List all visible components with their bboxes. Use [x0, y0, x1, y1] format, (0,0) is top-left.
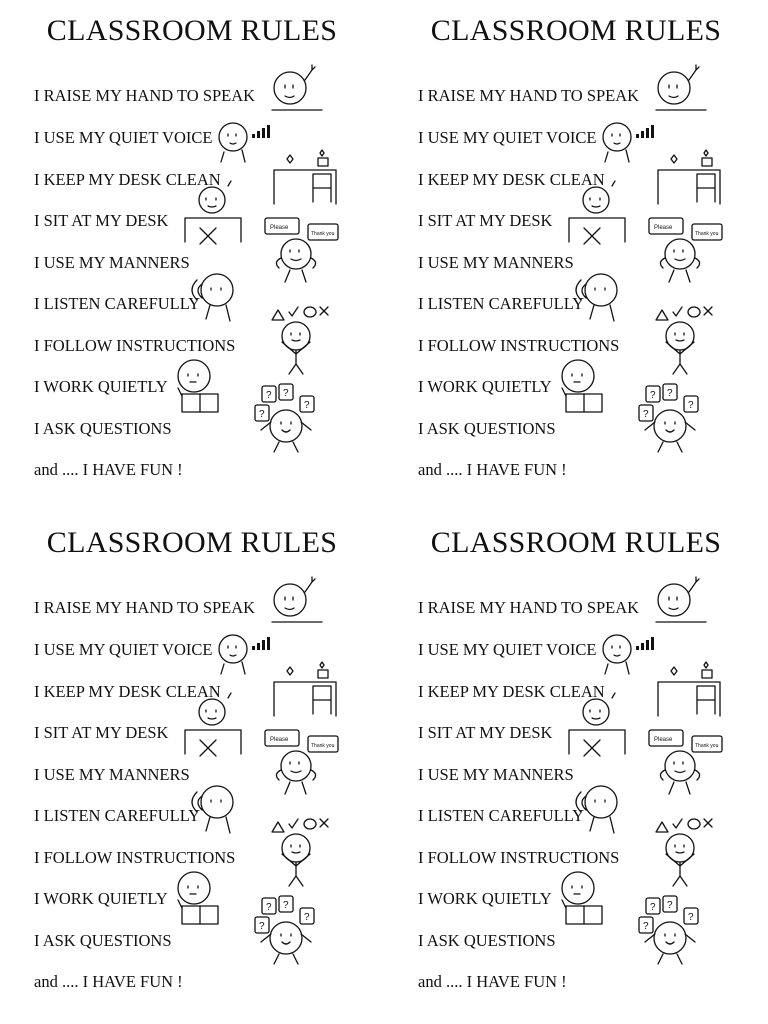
- card-title: CLASSROOM RULES: [46, 14, 338, 47]
- rule-follow: I FOLLOW INSTRUCTIONS: [34, 336, 236, 355]
- rule-have-fun: and .... I HAVE FUN !: [418, 972, 567, 991]
- svg-text:?: ?: [688, 912, 694, 923]
- svg-text:?: ?: [667, 388, 673, 399]
- rule-raise-hand: I RAISE MY HAND TO SPEAK: [418, 86, 640, 105]
- please-bubble-text: Please: [270, 737, 289, 743]
- quiet-voice-illustration: [603, 123, 654, 162]
- rule-have-fun: and .... I HAVE FUN !: [34, 460, 183, 479]
- work-quietly-illustration: [178, 872, 218, 924]
- rule-desk-clean: I KEEP MY DESK CLEAN: [418, 682, 605, 701]
- manners-illustration: [265, 730, 338, 794]
- rule-manners: I USE MY MANNERS: [34, 253, 190, 272]
- please-bubble-text: Please: [270, 225, 289, 231]
- manners-illustration: [265, 218, 338, 282]
- rule-quiet-voice: I USE MY QUIET VOICE: [34, 128, 213, 147]
- rule-listen: I LISTEN CAREFULLY: [34, 294, 201, 313]
- please-bubble-text: Please: [654, 737, 673, 743]
- ask-questions-illustration: [255, 384, 314, 452]
- thank-you-bubble-text: Thank you: [311, 743, 335, 749]
- rule-work-quietly: I WORK QUIETLY: [34, 377, 168, 396]
- svg-text:?: ?: [643, 409, 649, 420]
- rule-ask-questions: I ASK QUESTIONS: [418, 931, 556, 950]
- work-quietly-illustration: [562, 872, 602, 924]
- quiet-voice-illustration: [603, 635, 654, 674]
- rule-sit-at-desk: I SIT AT MY DESK: [34, 723, 169, 742]
- work-quietly-illustration: [562, 360, 602, 412]
- follow-instructions-illustration: [272, 819, 328, 886]
- follow-instructions-illustration: [272, 307, 328, 374]
- follow-instructions-illustration: [656, 819, 712, 886]
- rule-work-quietly: I WORK QUIETLY: [418, 889, 552, 908]
- illustrations: [384, 0, 768, 512]
- rule-quiet-voice: I USE MY QUIET VOICE: [418, 640, 597, 659]
- rule-listen: I LISTEN CAREFULLY: [418, 806, 585, 825]
- sit-at-desk-illustration: [569, 181, 625, 244]
- rule-ask-questions: I ASK QUESTIONS: [34, 419, 172, 438]
- rule-sit-at-desk: I SIT AT MY DESK: [418, 723, 553, 742]
- rule-raise-hand: I RAISE MY HAND TO SPEAK: [34, 86, 256, 105]
- please-bubble-text: Please: [654, 225, 673, 231]
- card-title: CLASSROOM RULES: [430, 14, 722, 47]
- clean-desk-illustration: [658, 662, 720, 716]
- raise-hand-illustration: [656, 577, 706, 622]
- listen-illustration: [576, 786, 617, 833]
- raise-hand-illustration: [656, 65, 706, 110]
- svg-text:?: ?: [667, 900, 673, 911]
- thank-you-bubble-text: Thank you: [311, 231, 335, 237]
- manners-illustration: [649, 218, 722, 282]
- rule-raise-hand: I RAISE MY HAND TO SPEAK: [418, 598, 640, 617]
- listen-illustration: [576, 274, 617, 321]
- rule-listen: I LISTEN CAREFULLY: [418, 294, 585, 313]
- rules-card: [0, 512, 384, 1024]
- rule-work-quietly: I WORK QUIETLY: [418, 377, 552, 396]
- rules-card: [0, 0, 384, 512]
- clean-desk-illustration: [274, 662, 336, 716]
- illustrations: [384, 512, 768, 1024]
- illustrations: [0, 0, 384, 512]
- rule-manners: I USE MY MANNERS: [418, 253, 574, 272]
- quiet-voice-illustration: [219, 123, 270, 162]
- rule-sit-at-desk: I SIT AT MY DESK: [34, 211, 169, 230]
- rule-quiet-voice: I USE MY QUIET VOICE: [34, 640, 213, 659]
- rule-follow: I FOLLOW INSTRUCTIONS: [34, 848, 236, 867]
- rule-sit-at-desk: I SIT AT MY DESK: [418, 211, 553, 230]
- svg-text:?: ?: [304, 912, 310, 923]
- svg-text:?: ?: [650, 390, 656, 401]
- illustrations: [0, 512, 384, 1024]
- svg-text:?: ?: [283, 388, 289, 399]
- rule-desk-clean: I KEEP MY DESK CLEAN: [34, 682, 221, 701]
- card-title: CLASSROOM RULES: [46, 526, 338, 559]
- ask-questions-illustration: [639, 384, 698, 452]
- rule-raise-hand: I RAISE MY HAND TO SPEAK: [34, 598, 256, 617]
- thank-you-bubble-text: Thank you: [695, 231, 719, 237]
- ask-questions-illustration: [639, 896, 698, 964]
- raise-hand-illustration: [272, 577, 322, 622]
- rule-manners: I USE MY MANNERS: [34, 765, 190, 784]
- manners-illustration: [649, 730, 722, 794]
- rule-work-quietly: I WORK QUIETLY: [34, 889, 168, 908]
- card-title: CLASSROOM RULES: [430, 526, 722, 559]
- rule-have-fun: and .... I HAVE FUN !: [34, 972, 183, 991]
- listen-illustration: [192, 786, 233, 833]
- clean-desk-illustration: [274, 150, 336, 204]
- rule-desk-clean: I KEEP MY DESK CLEAN: [418, 170, 605, 189]
- svg-text:?: ?: [266, 390, 272, 401]
- rule-have-fun: and .... I HAVE FUN !: [418, 460, 567, 479]
- sit-at-desk-illustration: [185, 181, 241, 244]
- raise-hand-illustration: [272, 65, 322, 110]
- svg-text:?: ?: [266, 902, 272, 913]
- clean-desk-illustration: [658, 150, 720, 204]
- work-quietly-illustration: [178, 360, 218, 412]
- rules-card: [384, 0, 768, 512]
- quiet-voice-illustration: [219, 635, 270, 674]
- svg-text:?: ?: [259, 409, 265, 420]
- rule-ask-questions: I ASK QUESTIONS: [418, 419, 556, 438]
- svg-text:?: ?: [688, 400, 694, 411]
- rule-follow: I FOLLOW INSTRUCTIONS: [418, 848, 620, 867]
- sit-at-desk-illustration: [569, 693, 625, 756]
- rule-follow: I FOLLOW INSTRUCTIONS: [418, 336, 620, 355]
- svg-text:?: ?: [259, 921, 265, 932]
- svg-text:?: ?: [650, 902, 656, 913]
- rule-manners: I USE MY MANNERS: [418, 765, 574, 784]
- ask-questions-illustration: [255, 896, 314, 964]
- rule-listen: I LISTEN CAREFULLY: [34, 806, 201, 825]
- sit-at-desk-illustration: [185, 693, 241, 756]
- svg-text:?: ?: [283, 900, 289, 911]
- follow-instructions-illustration: [656, 307, 712, 374]
- svg-text:?: ?: [304, 400, 310, 411]
- svg-text:?: ?: [643, 921, 649, 932]
- rule-quiet-voice: I USE MY QUIET VOICE: [418, 128, 597, 147]
- thank-you-bubble-text: Thank you: [695, 743, 719, 749]
- rule-desk-clean: I KEEP MY DESK CLEAN: [34, 170, 221, 189]
- rule-ask-questions: I ASK QUESTIONS: [34, 931, 172, 950]
- listen-illustration: [192, 274, 233, 321]
- rules-card: [384, 512, 768, 1024]
